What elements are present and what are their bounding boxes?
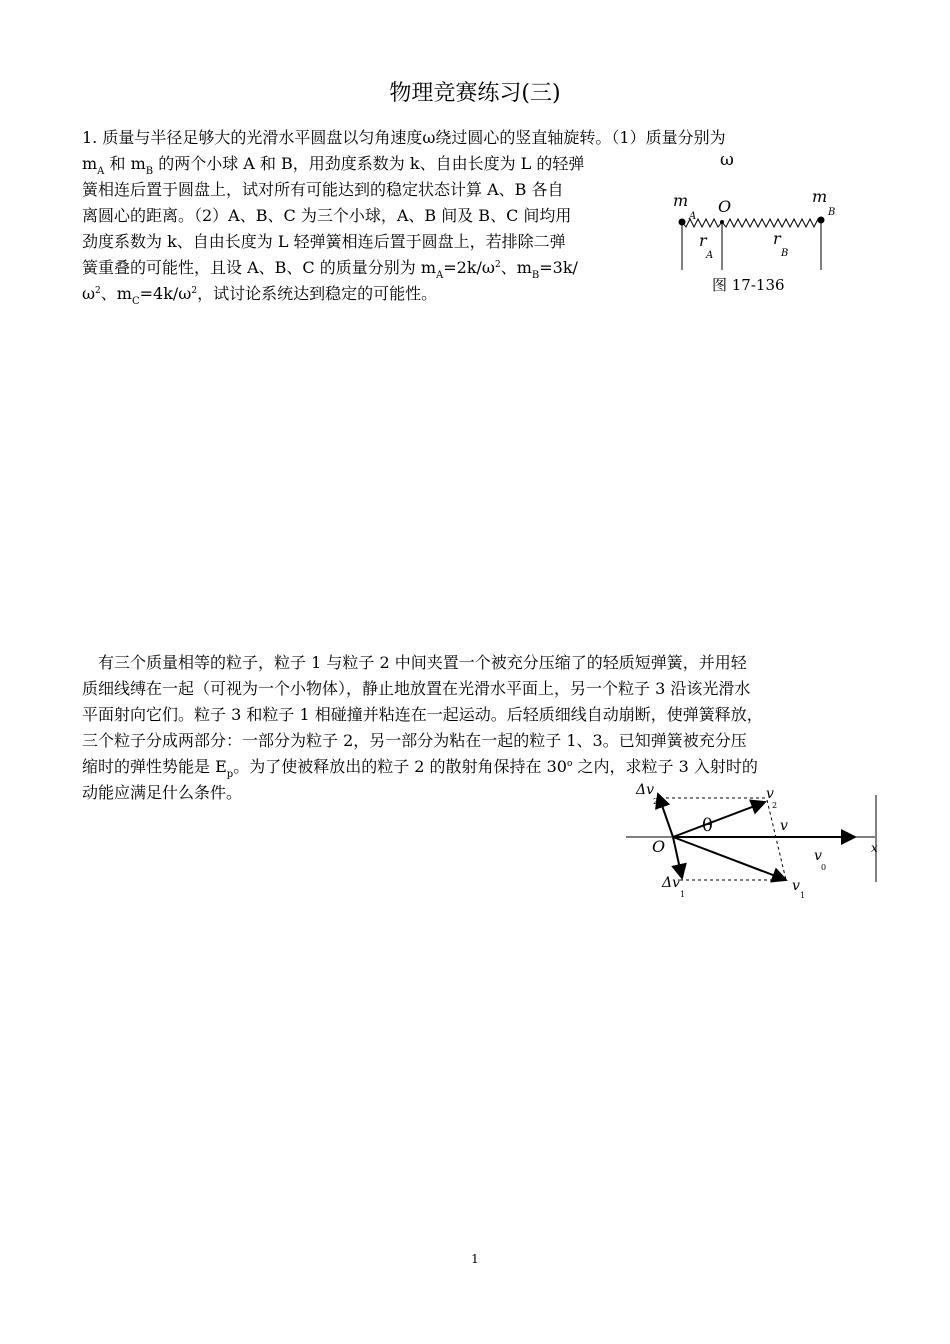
problem1-line-3: 离圆心的距离。（2）A、B、C 为三个小球，A、B 间及 B、C 间均用: [82, 206, 572, 225]
delta-v2-subscript: 2: [653, 797, 659, 806]
mass-b-label: m: [812, 187, 828, 206]
text: 。为了使被释放出的粒子 2 的散射角保持在 30: [233, 757, 567, 776]
problem1-line-5: [82, 255, 660, 281]
problem1-line-6: [82, 281, 660, 307]
figure1-caption: 图 17-136: [712, 276, 785, 294]
text: 簧重叠的可能性，且设 A、B、C 的质量分别为 m: [82, 258, 436, 277]
delta-v2-arrow: [658, 794, 673, 837]
superscript: 2: [191, 286, 198, 296]
dashed-diagonal: [767, 800, 786, 880]
text: 、m: [500, 258, 532, 277]
subscript: p: [226, 769, 234, 780]
superscript: o: [567, 759, 573, 769]
text: 和 m: [104, 154, 146, 173]
text: ω: [82, 284, 96, 303]
v-label: v: [780, 818, 788, 834]
problem1-intro: 1. 质量与半径足够大的光滑水平圆盘以匀角速度ω绕过圆心的竖直轴旋转。（1）质量分别为: [82, 128, 726, 147]
text: 、m: [100, 284, 132, 303]
text: =3k/: [539, 258, 578, 277]
problem1-body: [82, 151, 660, 307]
delta-v1-label: Δv: [662, 875, 681, 891]
superscript: 2: [95, 286, 101, 296]
text: =2k/ω: [443, 258, 495, 277]
problem2-line-2: 质细线缚在一起（可视为一个小物体），静止地放置在光滑水平面上，另一个粒子 3 沿该光滑水: [82, 679, 751, 698]
problem1-line-4: 劲度系数为 k、自由长度为 L 轻弹簧相连后置于圆盘上，若排除二弹: [82, 232, 566, 251]
x-label: x: [871, 841, 878, 855]
v2-subscript: 2: [772, 801, 778, 810]
ra-subscript: A: [706, 250, 714, 261]
page-title: 物理竞赛练习(三): [389, 81, 561, 106]
page-number: 1: [471, 1252, 479, 1266]
origin-o-label: O: [652, 837, 666, 856]
problem2-line-5: [82, 754, 872, 780]
mass-a-subscript: A: [689, 211, 697, 222]
text: ，试讨论系统达到稳定的可能性。: [197, 284, 438, 303]
subscript: A: [436, 270, 444, 281]
problem2-line-1: 有三个质量相等的粒子，粒子 1 与粒子 2 中间夹置一个被充分压缩了的轻质短弹簧，并用轻: [82, 653, 747, 672]
delta-v1-arrow: [673, 837, 682, 878]
superscript: 2: [494, 260, 501, 270]
mass-a-label: m: [673, 191, 689, 210]
problem2-line-4: 三个粒子分成两部分：一部分为粒子 2，另一部分为粘在一起的粒子 1、3。已知弹簧被充分压: [82, 731, 747, 750]
spring-line: [682, 219, 821, 227]
v0-label: v: [814, 848, 822, 864]
v1-subscript: 1: [800, 891, 806, 900]
v1-arrow: [673, 837, 786, 880]
text: 缩时的弹性势能是 E: [82, 757, 227, 776]
delta-v2-label: Δv: [636, 782, 655, 798]
ra-label: r: [699, 231, 707, 250]
omega-label: ω: [720, 150, 734, 170]
problem1-line-2: 簧相连后置于圆盘上，试对所有可能达到的稳定状态计算 A、B 各自: [82, 180, 564, 199]
text: 的两个小球 A 和 B，用劲度系数为 k、自由长度为 L 的轻弹: [153, 154, 585, 173]
text: 之内，求粒子 3 入射时的: [572, 757, 758, 776]
subscript: A: [97, 166, 105, 177]
problem2-line-3: 平面射向它们。粒子 3 和粒子 1 相碰撞并粘连在一起运动。后轻质细线自动崩断，使弹簧释放，: [82, 705, 763, 724]
v1-label: v: [792, 878, 800, 894]
theta-label: θ: [702, 815, 713, 836]
text: =4k/ω: [139, 284, 192, 303]
subscript: B: [145, 166, 154, 177]
velocity-diagram: [620, 780, 890, 900]
subscript: C: [131, 296, 140, 307]
problem2-line-6: 动能应满足什么条件。: [82, 783, 243, 802]
v0-subscript: 0: [821, 863, 827, 872]
v2-label: v: [766, 786, 774, 802]
origin-label: O: [718, 197, 732, 216]
subscript: B: [531, 270, 540, 281]
v2-arrow: [673, 802, 765, 837]
delta-v1-subscript: 1: [680, 890, 686, 899]
rb-label: r: [773, 229, 781, 248]
mass-b-subscript: B: [828, 207, 836, 218]
mass-symbol: m: [82, 154, 98, 173]
problem1-line-1: [82, 151, 660, 177]
rb-subscript: B: [781, 248, 789, 259]
